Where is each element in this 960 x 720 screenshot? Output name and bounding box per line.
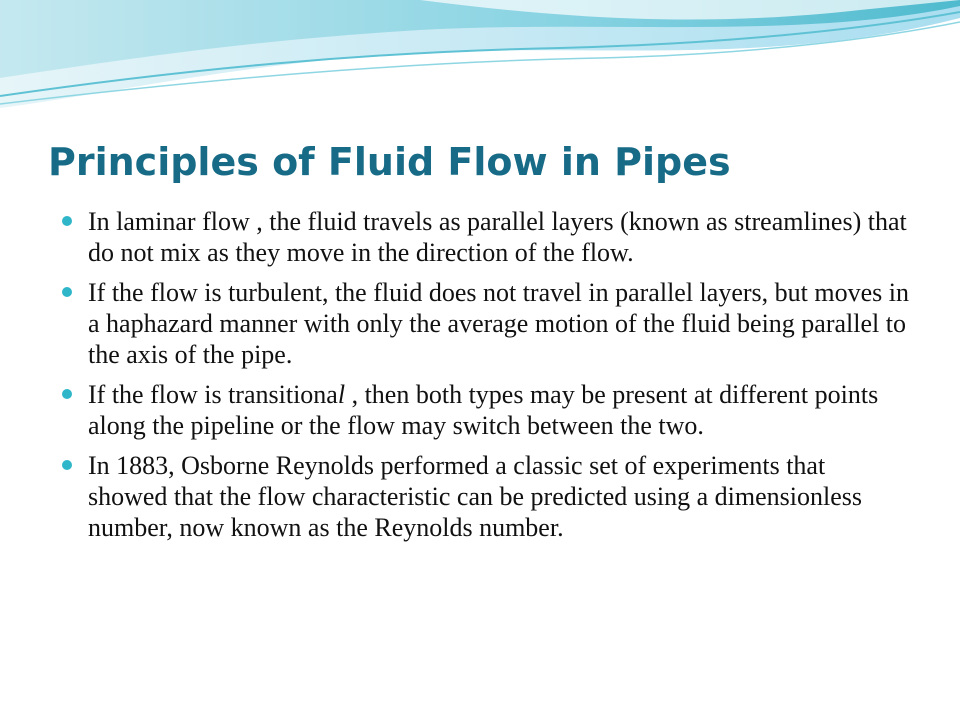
bullet-item-transitional bbox=[60, 379, 910, 441]
bullet-item-laminar bbox=[60, 206, 910, 268]
bullet-text: In laminar flow , the fluid travels as parallel layers (known as streamlines) that do not mix as they move in the direction of the flow. bbox=[88, 207, 907, 267]
bullet-text bbox=[88, 380, 878, 440]
bullet-item-reynolds bbox=[60, 450, 910, 543]
bullet-text-italic: l bbox=[337, 380, 346, 409]
bullet-item-turbulent bbox=[60, 277, 910, 370]
bullet-dot-icon bbox=[62, 389, 72, 399]
bullet-dot-icon bbox=[62, 287, 72, 297]
bullet-dot-icon bbox=[62, 460, 72, 470]
bullet-text-part: If the flow is transitiona bbox=[88, 380, 338, 409]
bullet-list bbox=[60, 206, 910, 552]
bullet-dot-icon bbox=[62, 216, 72, 226]
bullet-text-part: , then both types may be present at different points along the pipeline or the flow may switch between the two. bbox=[88, 380, 879, 440]
decorative-wave-banner bbox=[0, 0, 960, 120]
bullet-text: In 1883, Osborne Reynolds performed a classic set of experiments that showed that the flow characteristic can be predicted using a dimensionless number, now known as the Reynolds number. bbox=[88, 451, 862, 542]
bullet-text: If the flow is turbulent, the fluid does not travel in parallel layers, but moves in a haphazard manner with only the average motion of the fluid being parallel to the axis of the pipe. bbox=[88, 278, 909, 369]
slide-title: Principles of Fluid Flow in Pipes bbox=[48, 140, 731, 184]
